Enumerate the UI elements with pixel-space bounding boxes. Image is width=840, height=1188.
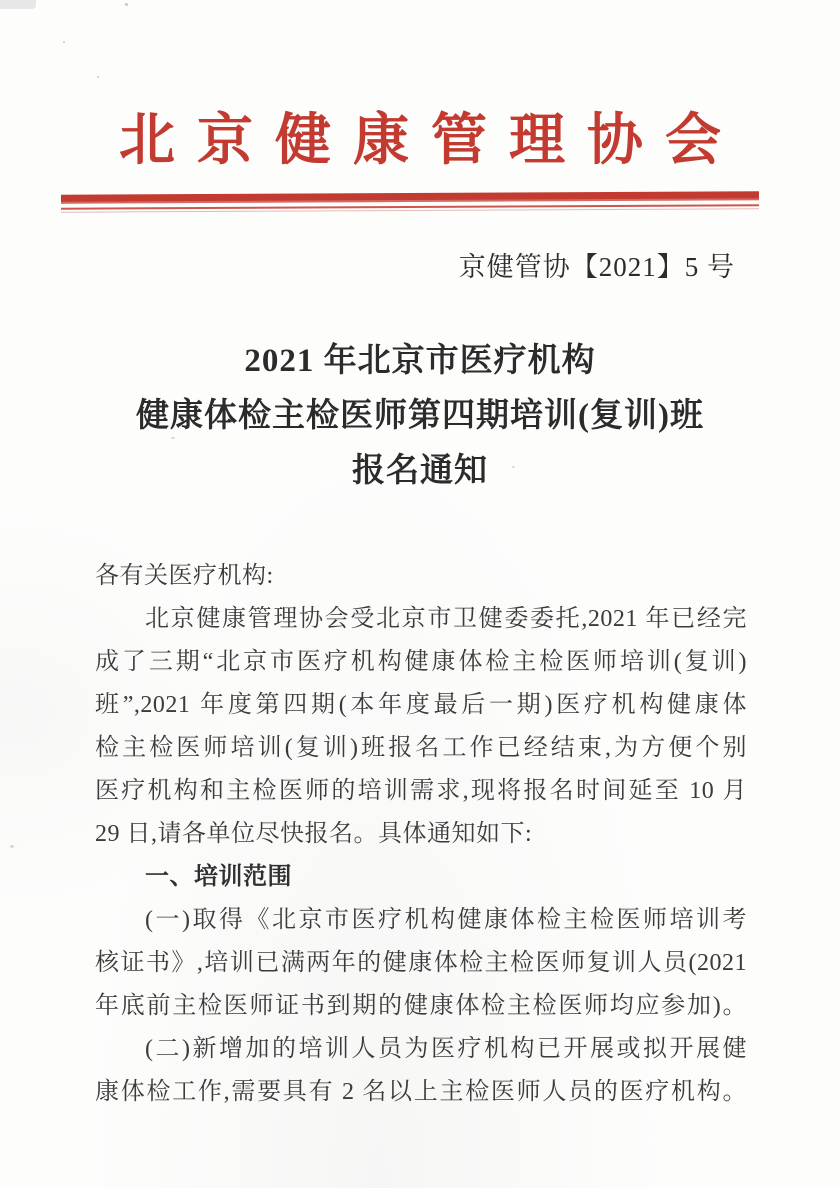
scan-speck [97, 76, 99, 78]
letterhead-divider [61, 191, 759, 212]
letterhead-title: 北京健康管理协会 [119, 110, 743, 172]
body-line: 北京健康管理协会受北京市卫健委委托,2021 年已经完 [145, 606, 747, 632]
body-line: 康体检工作,需要具有 2 名以上主检医师人员的医疗机构。 [95, 1079, 747, 1105]
scan-speck [10, 845, 14, 848]
body-line: 医疗机构和主检医师的培训需求,现将报名时间延至 10 月 [95, 778, 747, 804]
doc-title-line-1: 2021 年北京市医疗机构 [244, 343, 596, 379]
body-line: 29 日,请各单位尽快报名。具体通知如下: [95, 821, 533, 847]
body-line: 班”,2021 年度第四期(本年度最后一期)医疗机构健康体 [95, 692, 747, 718]
body-line: 核证书》,培训已满两年的健康体检主检医师复训人员(2021 [95, 950, 747, 976]
body-line: (一)取得《北京市医疗机构健康体检主检医师培训考 [145, 907, 747, 933]
scan-speck [63, 41, 65, 43]
scan-speck [125, 3, 128, 6]
doc-title-line-3: 报名通知 [352, 453, 488, 489]
body-line: 检主检医师培训(复训)班报名工作已经结束,为方便个别 [95, 735, 747, 761]
body-line: 成了三期“北京市医疗机构健康体检主检医师培训(复训) [95, 649, 747, 675]
letterhead-divider-thick-line [61, 191, 759, 203]
doc-title-line-2: 健康体检主检医师第四期培训(复训)班 [136, 398, 704, 434]
doc-number: 京健管协【2021】5 号 [458, 252, 735, 282]
doc-title [60, 334, 780, 499]
scan-corner-smudge [0, 0, 36, 9]
body-line: 各有关医疗机构: [95, 563, 274, 589]
body-line: (二)新增加的培训人员为医疗机构已开展或拟开展健 [145, 1036, 747, 1062]
body-lines [95, 555, 747, 1114]
body-line: 一、培训范围 [145, 864, 292, 890]
body-line: 年底前主检医师证书到期的健康体检主检医师均应参加)。 [95, 993, 747, 1019]
